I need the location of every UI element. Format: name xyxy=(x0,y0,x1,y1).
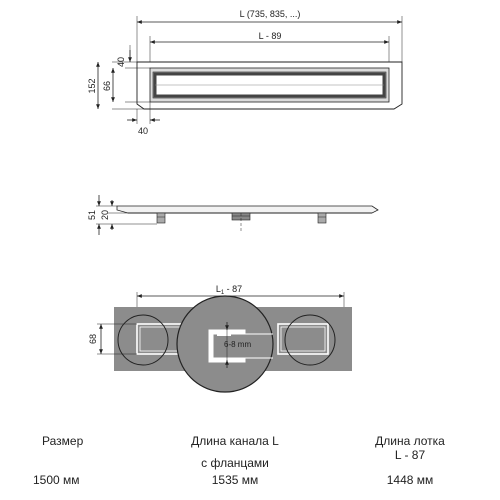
size-header: Размер xyxy=(42,434,84,448)
tray-length-header-1: Длина лотка xyxy=(375,434,445,448)
channel-length-header-1: Длина канала L xyxy=(191,434,279,448)
gap-label: 6-8 mm xyxy=(224,340,252,349)
left-foot xyxy=(157,213,165,223)
channel-length-value: 1535 мм xyxy=(211,473,259,487)
bottom-length-label: $L_1 - 87$ xyxy=(215,284,243,296)
inner-length-label: L - 89 xyxy=(258,31,282,41)
total-depth-label: 51 xyxy=(87,209,97,221)
tray-length-header-2: L - 87 xyxy=(394,448,426,462)
right-foot xyxy=(318,213,326,223)
channel-profile xyxy=(117,206,378,213)
bottom-height-label: 68 xyxy=(88,333,98,345)
overall-length-label: L (735, 835, ...) xyxy=(239,9,301,19)
flange-height-label: 20 xyxy=(100,209,110,221)
left-width-label: 40 xyxy=(116,56,126,68)
total-height-label: 152 xyxy=(87,78,97,94)
bottom-view xyxy=(88,284,352,392)
tray-length-value: 1448 мм xyxy=(386,473,434,487)
channel-length-header-2: с фланцами xyxy=(201,456,269,470)
inner-height-label: 66 xyxy=(102,80,112,92)
top-view xyxy=(87,9,402,136)
size-value: 1500 мм xyxy=(33,473,80,487)
bottom-offset-label: 40 xyxy=(137,126,149,136)
side-view xyxy=(87,195,378,235)
